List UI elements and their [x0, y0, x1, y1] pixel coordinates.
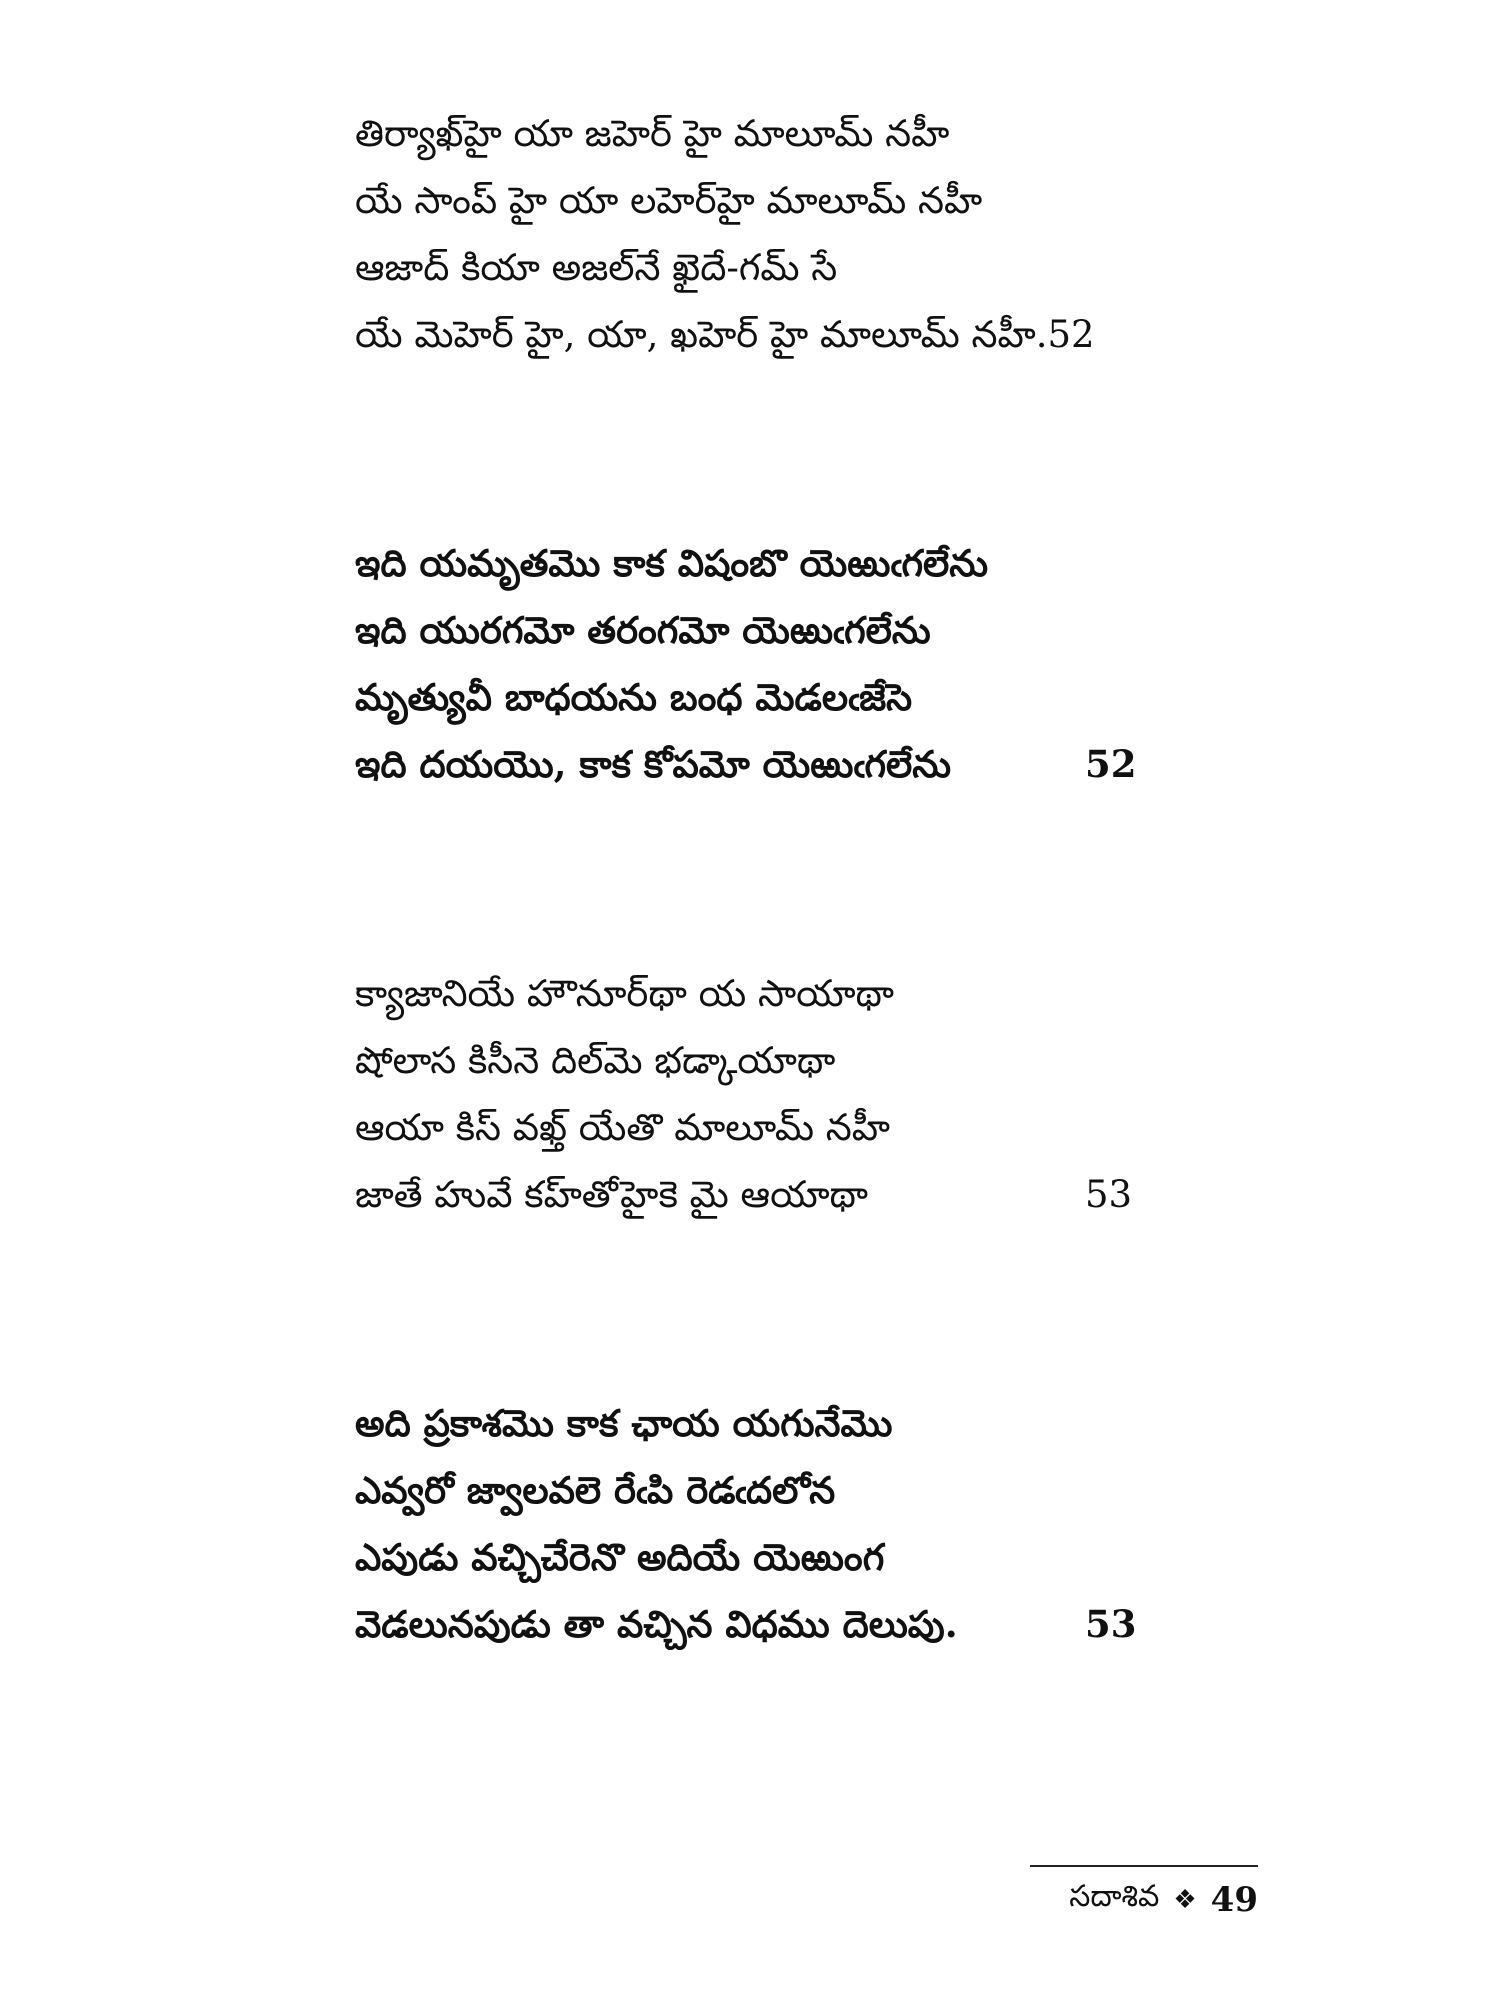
- verse-line: మృత్యువీ బాధయను బంధ మెడలఁజేసె: [355, 675, 913, 719]
- book-title: సదాశివ: [1069, 1879, 1160, 1914]
- ornament-icon: ❖: [1173, 1885, 1197, 1915]
- verse-number: 53: [1085, 1173, 1133, 1216]
- verse-line: [355, 301, 1255, 368]
- stanza-1: [355, 100, 1255, 368]
- verse-line: ఇది యురగమో తరంగమో యెఱుఁగలేను: [355, 608, 931, 652]
- verse-line: [355, 731, 1255, 798]
- verse-line-text: వెడలునపుడు తా వచ్చిన విధము దెలుపు.: [355, 1602, 958, 1646]
- verse-line: ఎవ్వరో జ్వాలవలె రేఁపి రెడఁదలోన: [355, 1468, 836, 1512]
- stanza-3: [355, 960, 1255, 1228]
- verse-line: యే సాంప్ హై యా లహెర్‌హై మాలూమ్ నహీ: [355, 179, 983, 222]
- stanza-2: [355, 530, 1255, 798]
- footer-divider: [1030, 1865, 1258, 1867]
- verse-number: 53: [1085, 1602, 1137, 1646]
- verse-line: ఆయా కిస్ వఖ్త్ యేతొ మాలూమ్ నహీ: [355, 1106, 890, 1149]
- verse-line: [355, 1591, 1255, 1658]
- stanza-4: [355, 1390, 1255, 1658]
- verse-line: ఎపుడు వచ్చిచేరెనొ అదియే యెఱుంగ: [355, 1535, 885, 1579]
- verse-line-text: ఇది దయయొ, కాక కోపమో యెఱుఁగలేను: [355, 742, 952, 786]
- verse-line: ఇది యమృతమొ కాక విషంబొ యెఱుఁగలేను: [355, 541, 989, 585]
- verse-line: షోలాస కిసీనె దిల్‌మె భడ్కాయాథా: [355, 1039, 836, 1082]
- verse-line-text: జాతే హువే కహ్‌తోహైకె మై ఆయాథా: [355, 1173, 869, 1216]
- verse-number: 52: [1085, 742, 1137, 786]
- page-number: 49: [1210, 1880, 1258, 1920]
- verse-line: అది ప్రకాశమొ కాక ఛాయ యగునేమొ: [355, 1401, 893, 1445]
- verse-number: 52: [1047, 313, 1095, 356]
- page-footer: [1030, 1875, 1258, 1925]
- verse-line: ఆజాద్ కియా అజల్‌నే ఖైదే-గమ్ సే: [355, 246, 838, 289]
- verse-line: [355, 1161, 1255, 1228]
- verse-line: క్యాజానియే హౌనూర్‌థా య సాయాథా: [355, 972, 895, 1015]
- verse-line-text: యే మెహెర్ హై, యా, ఖహెర్ హై మాలూమ్ నహీ.: [355, 313, 1048, 356]
- verse-line: తిర్యాఖ్‌హై యా జహెర్ హై మాలూమ్ నహీ: [355, 112, 950, 155]
